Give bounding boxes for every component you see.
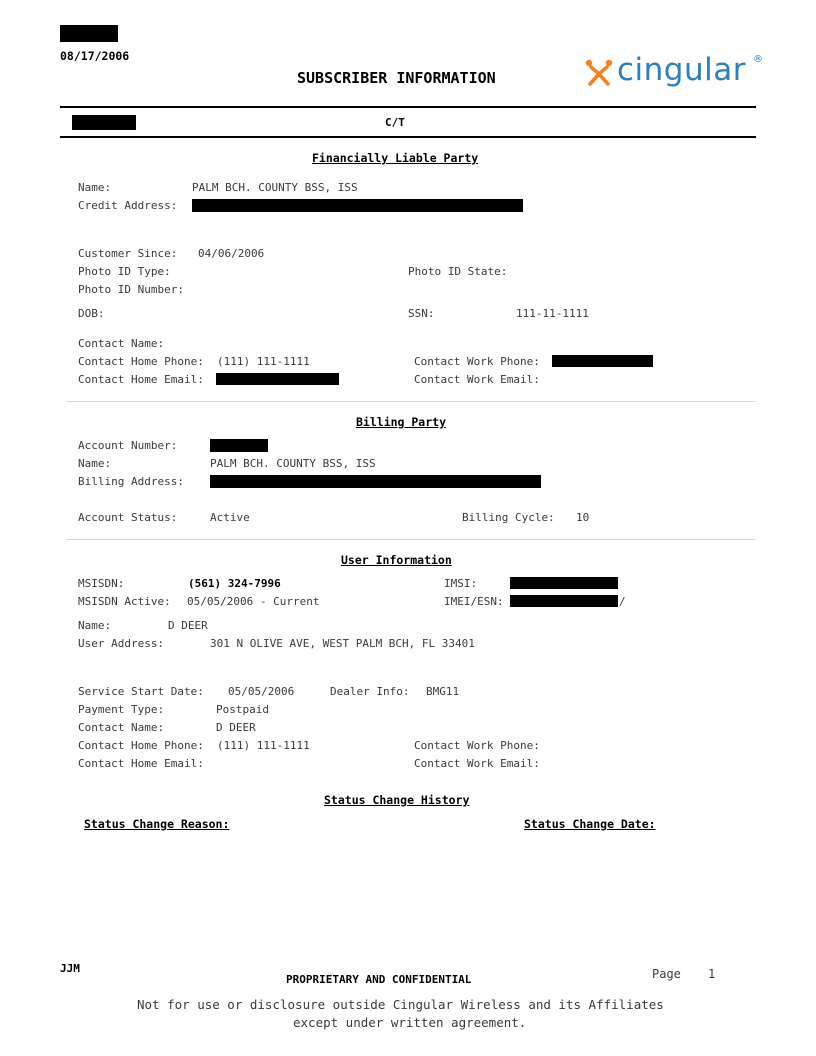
user-name-label: Name:	[78, 619, 112, 632]
user-home-phone-label: Contact Home Phone:	[78, 739, 204, 752]
billing-addr-label: Billing Address:	[78, 475, 184, 488]
flp-since-value: 04/06/2006	[198, 247, 265, 260]
flp-work-email-label: Contact Work Email:	[414, 373, 540, 386]
user-contact-value: D DEER	[216, 721, 256, 734]
flp-photo-type-label: Photo ID Type:	[78, 265, 171, 278]
user-active-value: 05/05/2006 - Current	[187, 595, 320, 608]
footer-disclaimer-line2: except under written agreement.	[293, 1015, 527, 1030]
flp-photo-num-label: Photo ID Number:	[78, 283, 184, 296]
flp-dob-label: DOB:	[78, 307, 105, 320]
redacted-imsi	[510, 577, 618, 589]
cingular-logo	[585, 52, 765, 94]
flp-credit-label: Credit Address:	[78, 199, 178, 212]
user-dealer-value: BMG11	[426, 685, 460, 698]
section-title-status: Status Change History	[324, 793, 470, 807]
billing-name-label: Name:	[78, 457, 112, 470]
logo-wordmark: cingular	[617, 52, 746, 88]
user-contact-label: Contact Name:	[78, 721, 165, 734]
footer-page-number: 1	[708, 967, 716, 981]
redacted-header-id	[60, 25, 118, 42]
report-date: 08/17/2006	[60, 49, 130, 63]
header-rule-top	[60, 106, 756, 108]
divider-flp	[66, 401, 756, 402]
user-imsi-label: IMSI:	[444, 577, 478, 590]
status-reason-header: Status Change Reason:	[84, 817, 230, 831]
user-name-value: D DEER	[168, 619, 208, 632]
footer-confidential: PROPRIETARY AND CONFIDENTIAL	[286, 973, 472, 986]
flp-home-phone-value: (111) 111-1111	[217, 355, 310, 368]
flp-ssn-label: SSN:	[408, 307, 435, 320]
user-home-phone-value: (111) 111-1111	[217, 739, 310, 752]
redacted-work-phone	[552, 355, 653, 367]
user-work-email-label: Contact Work Email:	[414, 757, 540, 770]
user-pay-value: Postpaid	[216, 703, 269, 716]
section-title-flp: Financially Liable Party	[312, 151, 479, 165]
user-start-label: Service Start Date:	[78, 685, 204, 698]
section-title-user: User Information	[341, 553, 452, 567]
flp-name-value: PALM BCH. COUNTY BSS, ISS	[192, 181, 358, 194]
divider-billing	[66, 539, 756, 540]
user-home-email-label: Contact Home Email:	[78, 757, 204, 770]
user-addr-value: 301 N OLIVE AVE, WEST PALM BCH, FL 33401	[210, 637, 475, 650]
user-active-label: MSISDN Active:	[78, 595, 171, 608]
user-addr-label: User Address:	[78, 637, 165, 650]
billing-acct-label: Account Number:	[78, 439, 178, 452]
section-title-billing: Billing Party	[356, 415, 447, 429]
page-title: SUBSCRIBER INFORMATION	[297, 69, 496, 87]
flp-name-label: Name:	[78, 181, 112, 194]
user-dealer-label: Dealer Info:	[330, 685, 410, 698]
redacted-account-ref	[72, 115, 136, 130]
logo-registered: ®	[753, 54, 763, 65]
redacted-account-number	[210, 439, 268, 452]
footer-disclaimer-line1: Not for use or disclosure outside Cingular Wireless and its Affiliates	[137, 997, 664, 1012]
billing-cycle-label: Billing Cycle:	[462, 511, 555, 524]
user-pay-label: Payment Type:	[78, 703, 165, 716]
billing-status-label: Account Status:	[78, 511, 178, 524]
billing-cycle-value: 10	[576, 511, 590, 524]
status-date-header: Status Change Date:	[524, 817, 656, 831]
billing-status-value: Active	[210, 511, 250, 524]
user-imei-suffix: /	[619, 595, 626, 608]
header-rule-bottom	[60, 136, 756, 138]
user-msisdn-value: (561) 324-7996	[188, 577, 281, 590]
flp-home-phone-label: Contact Home Phone:	[78, 355, 204, 368]
user-msisdn-label: MSISDN:	[78, 577, 125, 590]
flp-since-label: Customer Since:	[78, 247, 178, 260]
flp-home-email-label: Contact Home Email:	[78, 373, 204, 386]
redacted-billing-address	[210, 475, 541, 488]
user-imei-label: IMEI/ESN:	[444, 595, 504, 608]
flp-photo-state-label: Photo ID State:	[408, 265, 508, 278]
user-start-value: 05/05/2006	[228, 685, 295, 698]
billing-name-value: PALM BCH. COUNTY BSS, ISS	[210, 457, 376, 470]
redacted-imei	[510, 595, 618, 607]
ct-label: C/T	[385, 116, 405, 129]
cingular-x-icon	[585, 58, 613, 88]
footer-page-label: Page	[652, 967, 681, 981]
flp-contact-name-label: Contact Name:	[78, 337, 165, 350]
user-work-phone-label: Contact Work Phone:	[414, 739, 540, 752]
redacted-credit-address	[192, 199, 523, 212]
footer-initials: JJM	[60, 962, 80, 975]
redacted-home-email	[216, 373, 339, 385]
flp-work-phone-label: Contact Work Phone:	[414, 355, 540, 368]
flp-ssn-value: 111-11-1111	[516, 307, 589, 320]
